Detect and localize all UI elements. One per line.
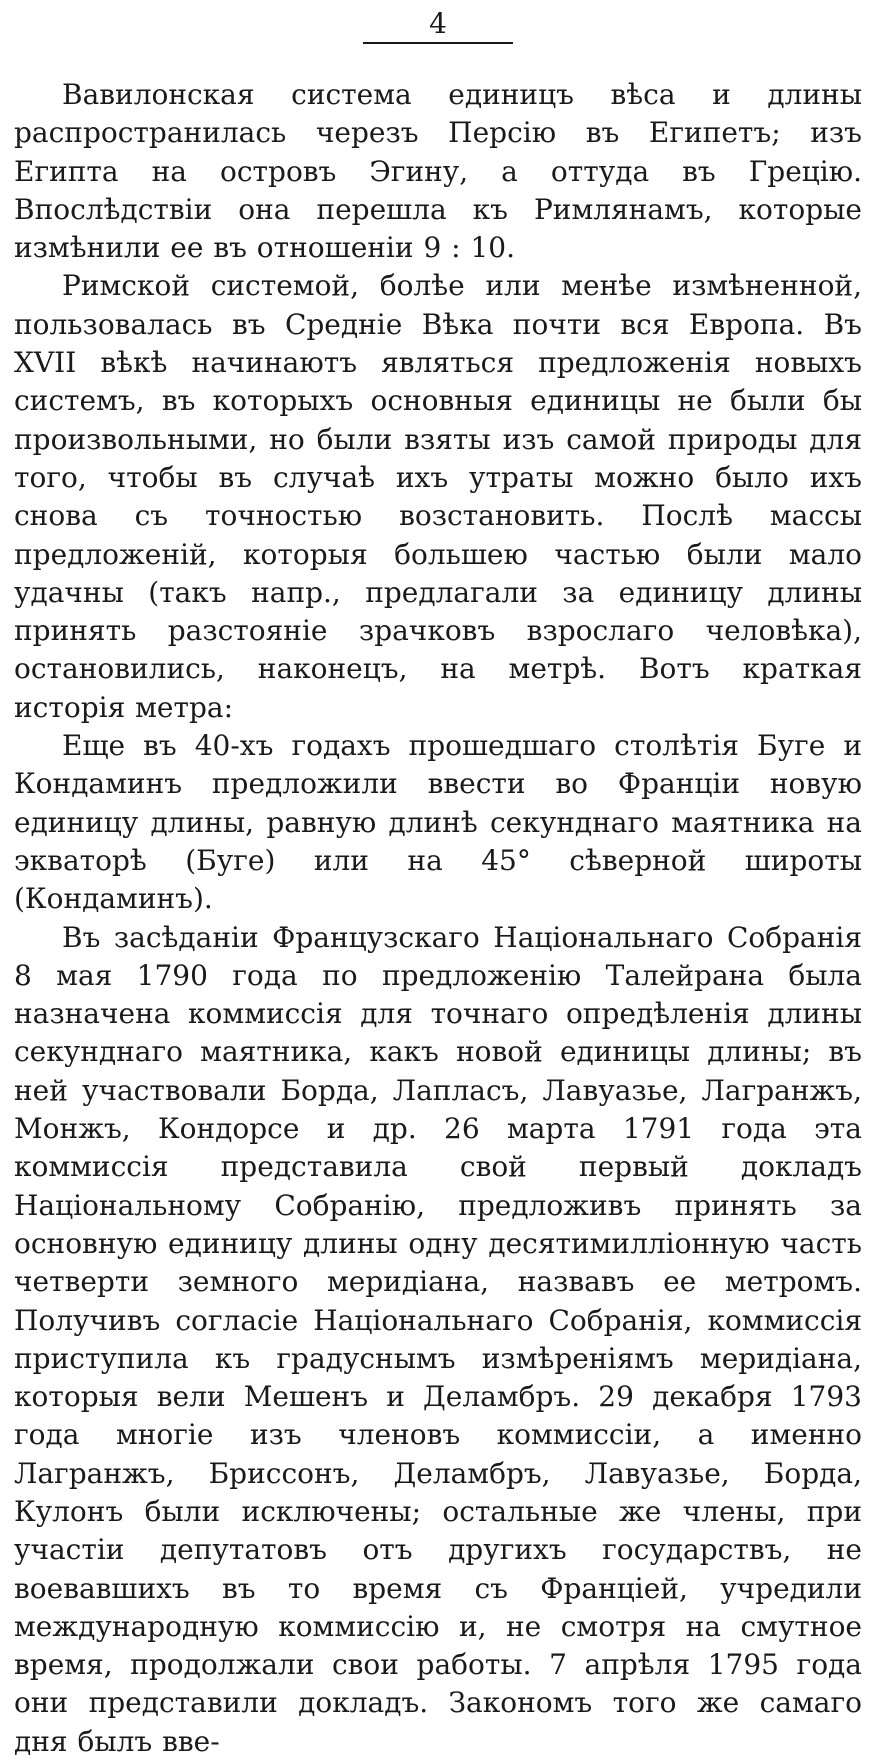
paragraph-roman-system: Римской системой, болѣе или менѣе измѣненной, пользовалась въ Средніе Вѣка почти вся Европа. Въ XVII вѣкѣ начинаютъ являться предложенія новыхъ системъ, въ которыхъ основныя единицы не были бы произвольными, но были взяты изъ самой природы для того, чтобы въ случаѣ ихъ утраты можно было ихъ снова съ точностью возстановить. Послѣ массы предложеній, которыя большею частью были мало удачны (такъ напр., предлагали за единицу длины принять разстояніе зрачковъ взрослаго человѣка), остановились, наконецъ, на метрѣ. Вотъ краткая исторія метра: — [14, 269, 862, 724]
page-number: 4 — [363, 8, 513, 44]
page-header — [14, 8, 862, 44]
paragraph-national-assembly: Въ засѣданіи Французскаго Національнаго Собранія 8 мая 1790 года по предложенію Талейрана была назначена коммиссія для точнаго опредѣленія длины секунднаго маятника, какъ новой единицы длины; въ ней участвовали Борда, Лапласъ, Лавуазье, Лагранжъ, Монжъ, Кондорсе и др. 26 марта 1791 года эта коммиссія представила свой первый докладъ Національному Собранію, предложивъ принять за основную единицу длины одну десятимилліонную часть четверти земного меридіана, назвавъ ее метромъ. Получивъ согласіе Національнаго Собранія, коммиссія приступила къ градуснымъ измѣреніямъ меридіана, которыя вели Мешенъ и Деламбръ. 29 декабря 1793 года многіе изъ членовъ коммиссіи, а именно Лагранжъ, Бриссонъ, Деламбръ, Лавуазье, Борда, Кулонъ были исключены; остальные же члены, при участіи депутатовъ отъ другихъ государствъ, не воевавшихъ въ то время съ Франціей, учредили международную коммиссію и, не смотря на смутное время, продолжали свои работы. 7 апрѣля 1795 года они представили докладъ. Закономъ того же самаго дня былъ вве- — [14, 920, 862, 1758]
paragraph-babylonian-system: Вавилонская система единицъ вѣса и длины распространилась черезъ Персію въ Египетъ; изъ Египта на островъ Эгину, а оттуда въ Грецію. Впослѣдствіи она перешла къ Римлянамъ, которые измѣнили ее въ отношеніи 9 : 10. — [14, 78, 862, 265]
book-page — [14, 0, 862, 1758]
paragraph-bouguer-condamine: Еще въ 40-хъ годахъ прошедшаго столѣтія Буге и Кондаминъ предложили ввести во Франціи новую единицу длины, равную длинѣ секунднаго маятника на экваторѣ (Буге) или на 45° сѣверной широты (Кондаминъ). — [14, 729, 862, 916]
body-text — [14, 76, 862, 1761]
